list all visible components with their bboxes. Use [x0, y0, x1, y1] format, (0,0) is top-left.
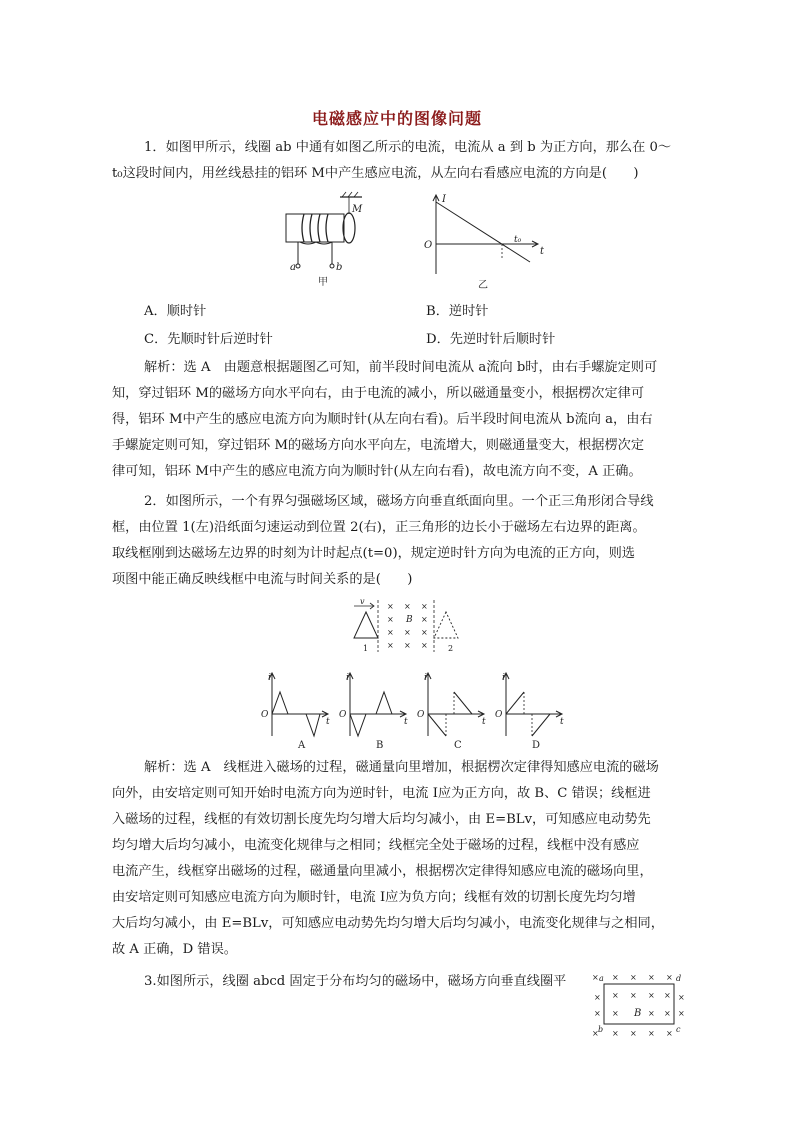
q1-caption-yi: 乙	[478, 280, 488, 291]
svg-text:×: ×	[421, 615, 428, 624]
svg-text:×: ×	[666, 973, 673, 982]
q2-position-1-label: 1	[363, 644, 369, 653]
svg-text:×: ×	[387, 602, 394, 611]
q1-option-A[interactable]: A．顺时针	[144, 304, 207, 319]
svg-text:×: ×	[630, 1029, 637, 1038]
svg-text:×: ×	[648, 991, 655, 1000]
svg-text:t: t	[326, 717, 330, 727]
q2-graph-A-caption: A	[298, 740, 306, 751]
page-title: 电磁感应中的图像问题	[311, 109, 482, 128]
q1-option-C[interactable]: C．先顺时针后逆时针	[144, 332, 273, 347]
q2-graph-D-caption: D	[532, 740, 541, 751]
q2-analysis-line-3: 入磁场的过程，线框的有效切割长度先均匀增大后均匀减小，由 E=BLv，可知感应电动势先	[112, 812, 651, 827]
svg-text:O: O	[261, 710, 269, 720]
svg-text:i: i	[346, 673, 349, 683]
q3-corner-d: d	[676, 974, 682, 983]
q1-option-B[interactable]: B．逆时针	[426, 304, 489, 319]
svg-text:×: ×	[664, 1009, 671, 1018]
svg-text:×: ×	[594, 993, 601, 1002]
q2-position-2-label: 2	[448, 644, 454, 653]
q3-stem-line-1: 3.如图所示，线圈 abcd 固定于分布均匀的磁场中，磁场方向垂直线圈平	[144, 974, 567, 989]
svg-text:×: ×	[630, 973, 637, 982]
svg-text:×: ×	[592, 973, 599, 982]
svg-text:×: ×	[612, 973, 619, 982]
svg-text:×: ×	[387, 628, 394, 637]
q2-graph-C-caption: C	[454, 740, 462, 751]
q1-stem-line-2: t₀这段时间内，用丝线悬挂的铝环 M中产生感应电流，从左向右看感应电流的方向是( )	[112, 166, 639, 181]
q2-stem-line-4: 项图中能正确反映线框中电流与时间关系的是( )	[112, 572, 413, 587]
q2-analysis-line-6: 由安培定则可知感应电流方向为顺时针，电流 I应为负方向；线框有效的切割长度先均匀增	[112, 890, 636, 905]
q2-graph-B[interactable]	[336, 670, 410, 750]
q2-stem-line-1: 2．如图所示，一个有界匀强磁场区域，磁场方向垂直纸面向里。一个正三角形闭合导线	[144, 494, 654, 509]
q2-analysis-line-1: 解析：选 A 线框进入磁场的过程，磁通量向里增加，根据楞次定律得知感应电流的磁场	[144, 760, 659, 775]
q3-field-crosses	[592, 973, 685, 1038]
svg-text:×: ×	[648, 973, 655, 982]
svg-text:×: ×	[648, 1029, 655, 1038]
q1-terminal-a: a	[290, 262, 296, 273]
svg-text:O: O	[417, 710, 425, 720]
svg-text:×: ×	[648, 1009, 655, 1018]
q3-figure-coil	[590, 970, 686, 1040]
svg-text:×: ×	[592, 1029, 599, 1038]
q1-t0-label: t₀	[514, 235, 522, 245]
svg-text:t: t	[404, 717, 408, 727]
q3-corner-a: a	[599, 974, 604, 983]
svg-text:×: ×	[421, 602, 428, 611]
svg-text:t: t	[482, 717, 486, 727]
svg-text:i: i	[424, 673, 427, 683]
q3-corner-b: b	[598, 1025, 604, 1034]
svg-text:×: ×	[630, 991, 637, 1000]
svg-text:×: ×	[612, 1029, 619, 1038]
q1-stem-line-1: 1．如图甲所示，线圈 ab 中通有如图乙所示的电流，电流从 a 到 b 为正方向，那么在 0～	[144, 140, 672, 155]
q2-field-B-label: B	[406, 615, 413, 625]
q1-option-D[interactable]: D．先逆时针后顺时针	[426, 332, 556, 347]
svg-text:×: ×	[612, 1009, 619, 1018]
svg-text:×: ×	[678, 993, 685, 1002]
svg-text:×: ×	[421, 628, 428, 637]
q3-field-B-label: B	[634, 1008, 642, 1019]
q1-caption-jia: 甲	[318, 277, 328, 288]
q2-analysis-line-5: 电流产生，线框穿出磁场的过程，磁通量向里减小，根据楞次定律得知感应电流的磁场向里，	[112, 864, 653, 879]
svg-text:×: ×	[387, 641, 394, 650]
svg-text:×: ×	[404, 628, 411, 637]
q2-velocity-label: v	[360, 597, 365, 606]
svg-text:×: ×	[404, 602, 411, 611]
q1-analysis-line-3: 得，铝环 M中产生的感应电流方向为顺时针(从左向右看)。后半段时间电流从 b流向 a，由右	[112, 412, 653, 427]
q2-analysis-line-2: 向外，由安培定则可知开始时电流方向为逆时针，电流 I应为正方向，故 B、C 错误；线框进	[112, 786, 651, 801]
q2-graph-D[interactable]	[492, 670, 566, 750]
svg-text:i: i	[268, 673, 271, 683]
q1-analysis-line-1: 解析：选 A 由题意根据题图乙可知，前半段时间电流从 a流向 b时，由右手螺旋定则可	[144, 360, 658, 375]
svg-text:×: ×	[678, 1009, 685, 1018]
q1-terminal-b: b	[336, 262, 343, 273]
q1-axis-I-label: I	[442, 194, 446, 205]
q1-figure-current-graph	[420, 192, 550, 292]
q1-analysis-line-5: 律可知，铝环 M中产生的感应电流方向为顺时针(从左向右看)，故电流方向不变，A 正确。	[112, 464, 642, 479]
q2-analysis-line-8: 故 A 正确，D 错误。	[112, 942, 237, 957]
q2-analysis-line-7: 大后均匀减小，由 E=BLv，可知感应电动势先均匀增大后均匀减小，电流变化规律与之相同，	[112, 916, 664, 931]
svg-text:×: ×	[421, 641, 428, 650]
q2-figure-field	[348, 598, 474, 656]
svg-text:×: ×	[387, 615, 394, 624]
q1-origin-label: O	[424, 240, 433, 251]
q2-graph-A[interactable]	[258, 670, 332, 750]
q2-stem-line-3: 取线框刚到达磁场左边界的时刻为计时起点(t=0)，规定逆时针方向为电流的正方向，则选	[112, 546, 635, 561]
q1-analysis-line-4: 手螺旋定则可知，穿过铝环 M的磁场方向水平向左，电流增大，则磁通量变大，根据楞次定	[112, 438, 645, 453]
svg-text:O: O	[339, 710, 347, 720]
q2-stem-line-2: 框，由位置 1(左)沿纸面匀速运动到位置 2(右)，正三角形的边长小于磁场左右边界的距离。	[112, 520, 646, 535]
q1-analysis-line-2: 知，穿过铝环 M的磁场方向水平向右，由于电流的减小，所以磁通量变小，根据楞次定律可	[112, 386, 645, 401]
svg-text:O: O	[495, 710, 503, 720]
svg-text:×: ×	[404, 641, 411, 650]
q2-field-crosses	[387, 602, 428, 650]
q3-corner-c: c	[676, 1025, 681, 1034]
svg-text:t: t	[560, 717, 564, 727]
svg-text:×: ×	[594, 1009, 601, 1018]
q1-ring-label: M	[352, 204, 363, 215]
q2-analysis-line-4: 均匀增大后均匀减小，电流变化规律与之相同；线框完全处于磁场的过程，线框中没有感应	[112, 838, 640, 853]
svg-text:×: ×	[666, 1029, 673, 1038]
svg-text:×: ×	[664, 991, 671, 1000]
q2-graph-B-caption: B	[376, 740, 384, 751]
q2-graph-C[interactable]	[414, 670, 488, 750]
svg-text:×: ×	[612, 991, 619, 1000]
q1-axis-t-label: t	[540, 246, 545, 257]
svg-text:i: i	[502, 673, 505, 683]
q1-figure-solenoid	[278, 192, 368, 288]
